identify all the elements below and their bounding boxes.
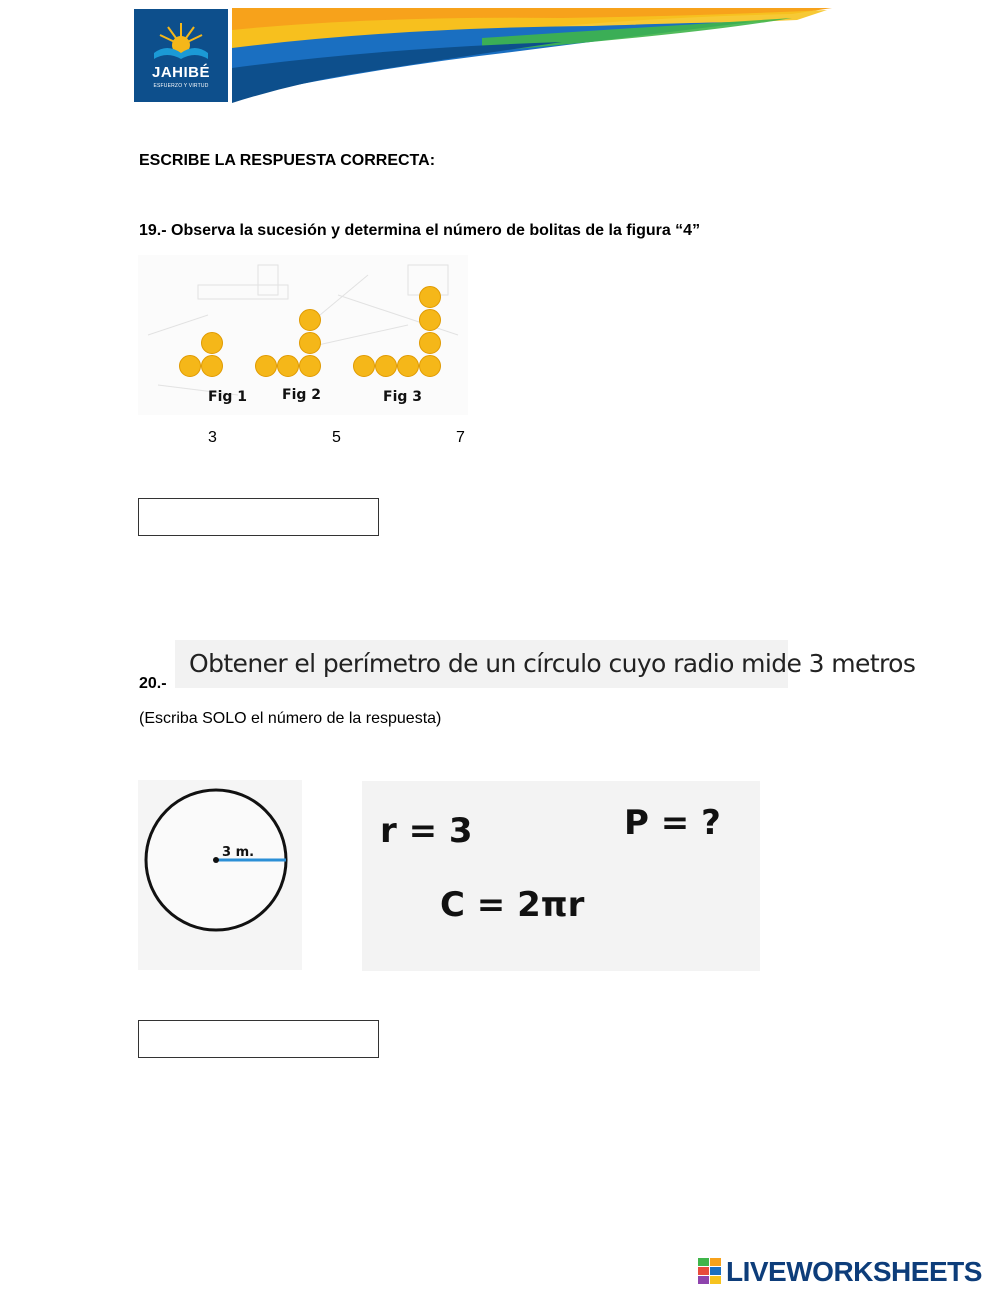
circle-figure [138, 780, 302, 970]
sun-book-icon [134, 9, 228, 69]
ball-fig-2-5 [300, 310, 321, 331]
formula-figure [362, 781, 760, 971]
question-19-text: 19.- Observa la sucesión y determina el número de bolitas de la figura “4” [139, 222, 701, 239]
logo-motto: ESFUERZO Y VIRTUD [153, 83, 209, 89]
school-logo [134, 9, 228, 102]
fig-1-count: 3 [208, 429, 217, 446]
ball-fig-1-1 [180, 356, 201, 377]
ball-sequence-figure [138, 255, 468, 415]
formula-radius: r = 3 [380, 811, 473, 851]
ball-fig-1-3 [202, 333, 223, 354]
ball-fig-3-4 [420, 356, 441, 377]
header-banner [232, 8, 832, 103]
liveworksheets-blocks-icon [698, 1258, 722, 1286]
ball-fig-3-5 [420, 333, 441, 354]
formula-circumference: C = 2πr [440, 885, 585, 925]
ball-fig-2-4 [300, 333, 321, 354]
ball-fig-3-6 [420, 310, 441, 331]
ball-fig-2-2 [278, 356, 299, 377]
fig-1-label: Fig 1 [208, 389, 247, 405]
question-20-prompt: Obtener el perímetro de un círculo cuyo radio mide 3 metros [189, 649, 916, 678]
circle-drawing [138, 780, 302, 970]
fig-2-count: 5 [332, 429, 341, 446]
answer-19-input[interactable] [138, 498, 379, 536]
logo-name: JAHIBÉ [151, 64, 210, 81]
question-20-prompt-image [175, 640, 916, 688]
fig-3-count: 7 [456, 429, 465, 446]
radius-label: 3 m. [222, 845, 255, 860]
formula-perimeter: P = ? [624, 803, 721, 843]
question-20-number: 20.- [139, 675, 167, 692]
answer-20-input[interactable] [138, 1020, 379, 1058]
ball-fig-3-1 [354, 356, 375, 377]
fig-3-label: Fig 3 [383, 389, 422, 405]
ball-fig-2-3 [300, 356, 321, 377]
ball-fig-1-2 [202, 356, 223, 377]
question-20-note: (Escriba SOLO el número de la respuesta) [139, 710, 442, 727]
ball-fig-3-2 [376, 356, 397, 377]
fig-2-label: Fig 2 [282, 387, 321, 403]
ball-fig-3-3 [398, 356, 419, 377]
instructions-title: ESCRIBE LA RESPUESTA CORRECTA: [139, 152, 436, 169]
ball-fig-2-1 [256, 356, 277, 377]
ball-fig-3-7 [420, 287, 441, 308]
footer-brand: LIVEWORKSHEETS [726, 1256, 982, 1287]
